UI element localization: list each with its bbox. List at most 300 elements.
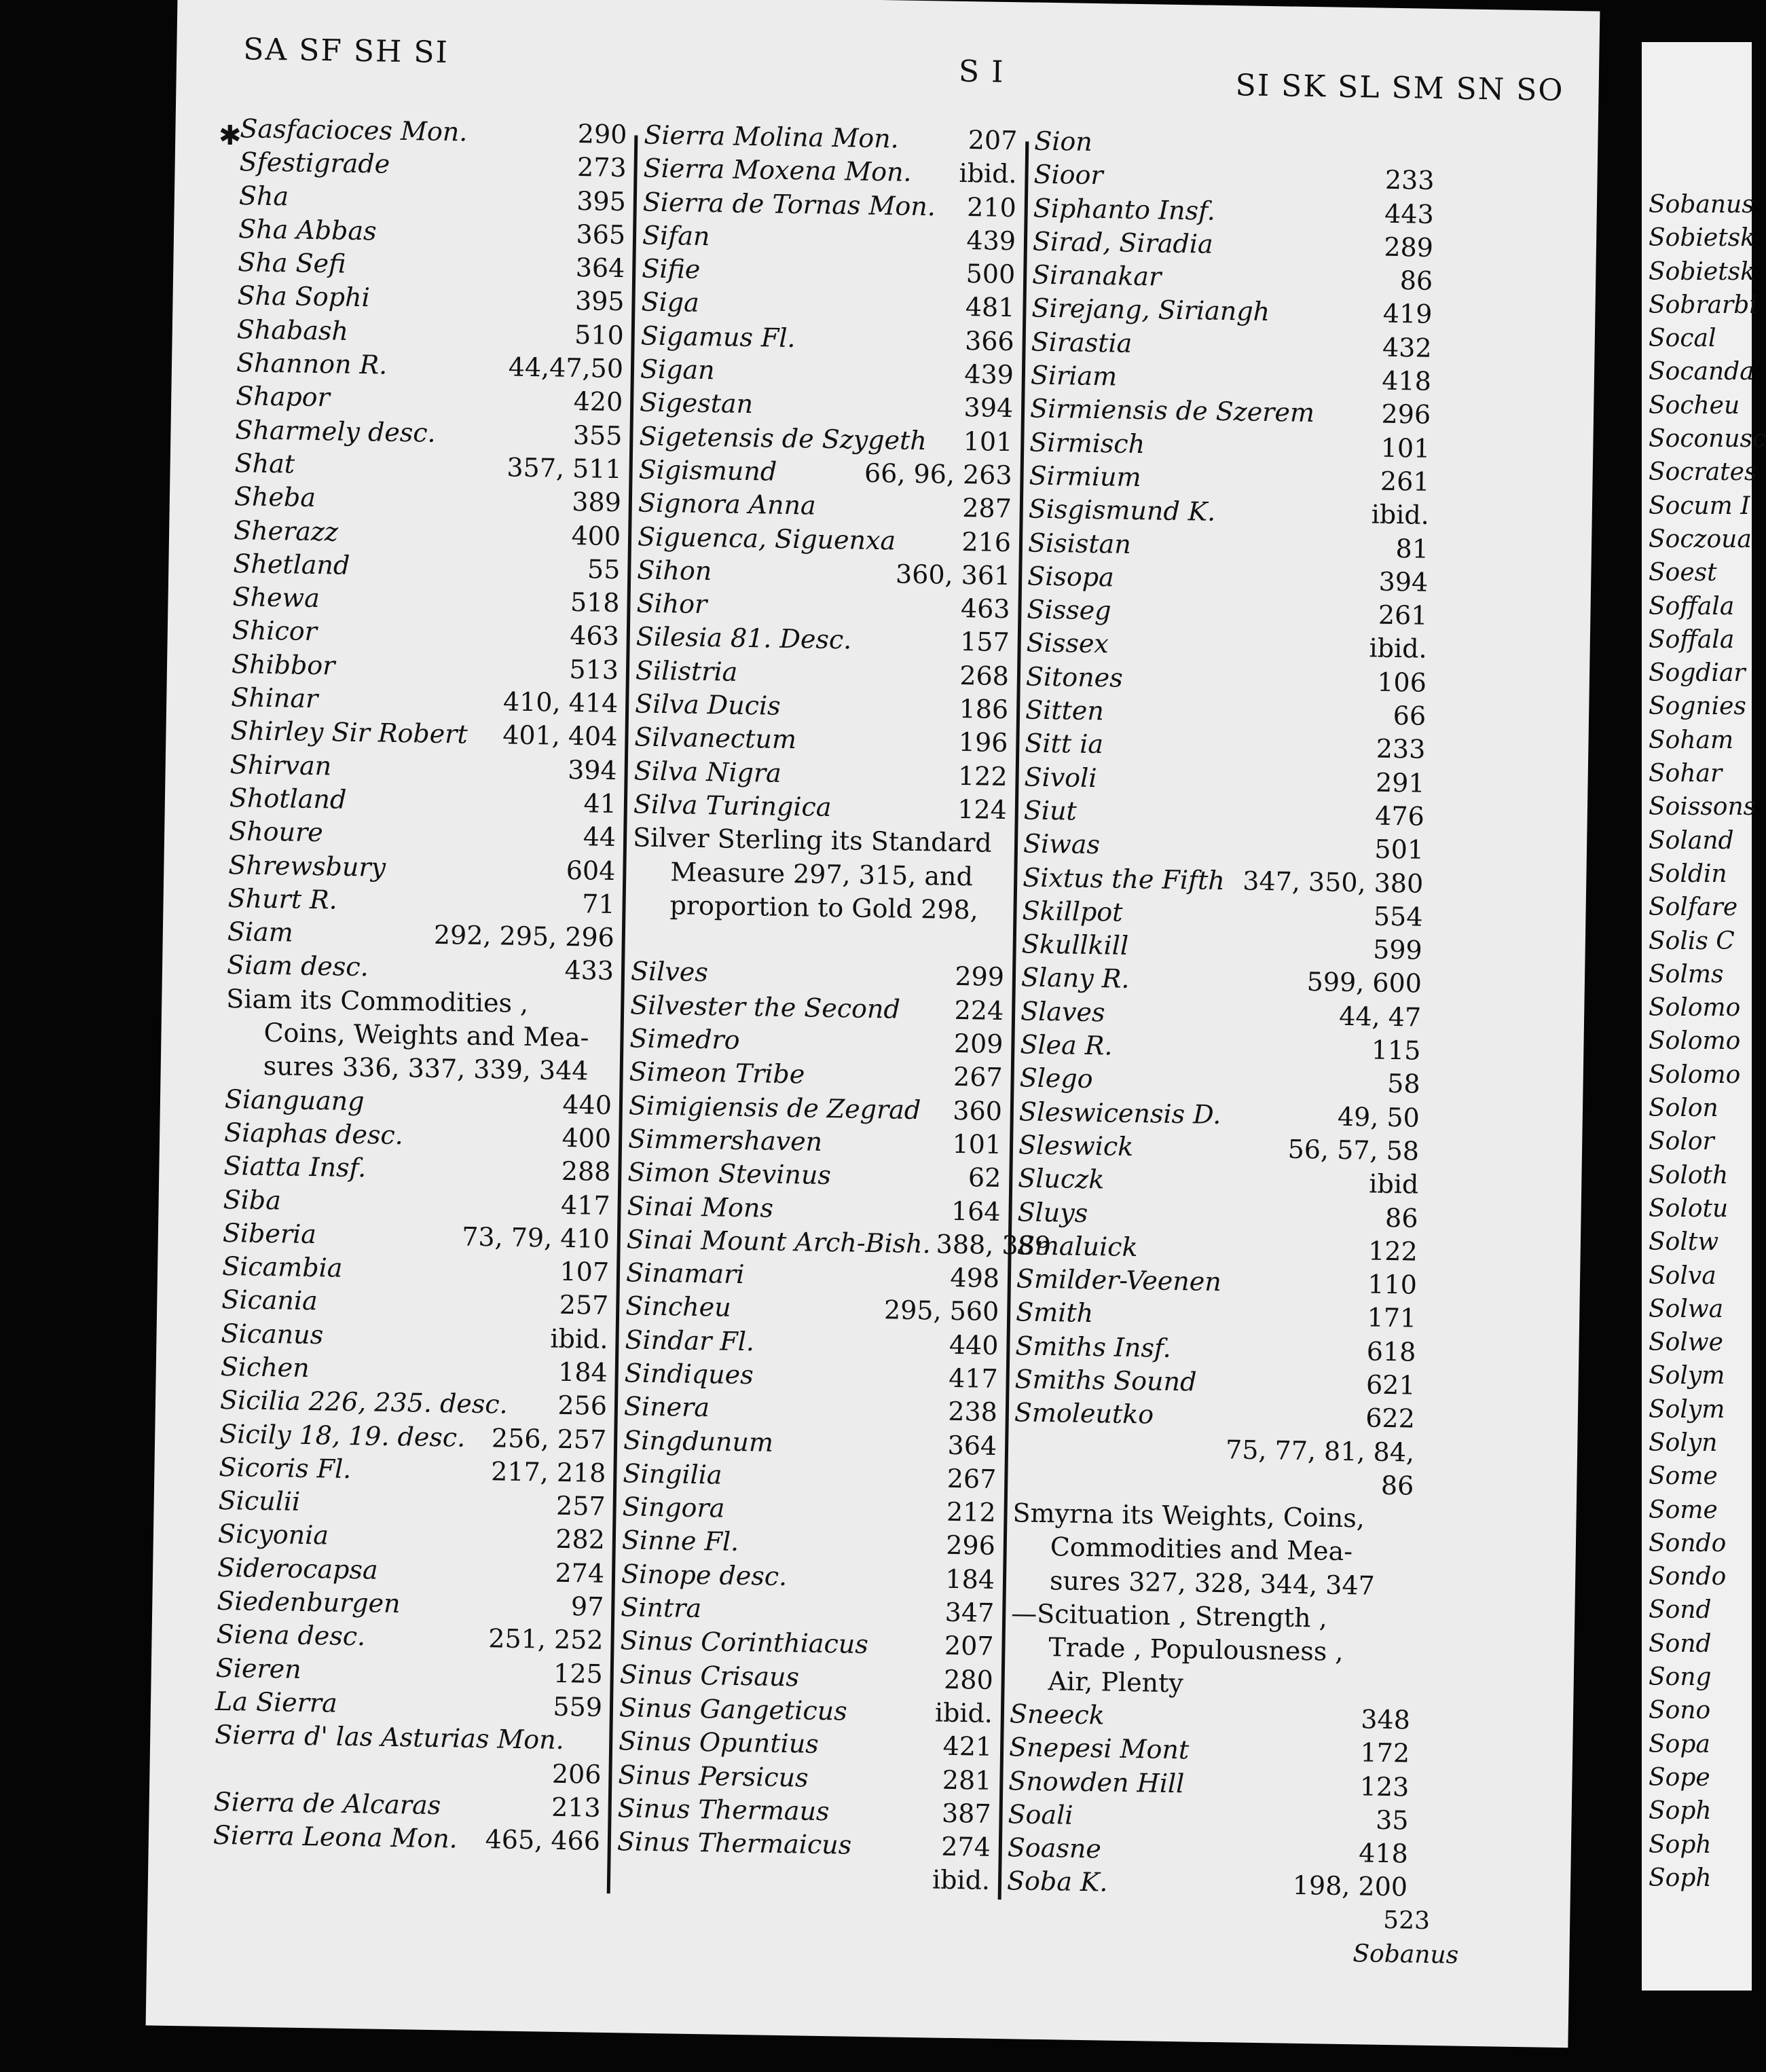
index-entry — [220, 1384, 608, 1423]
index-entry — [217, 1585, 604, 1624]
entry-pages: 207 — [968, 125, 1018, 156]
entry-pages: 75, 77, 81, 84, — [1225, 1434, 1415, 1468]
entry-pages: 498 — [950, 1262, 1000, 1294]
index-entry — [233, 547, 621, 587]
index-entry — [215, 1685, 603, 1724]
next-page-entry: Sono — [1649, 1697, 1711, 1725]
entry-term: Sisopa — [1027, 561, 1115, 593]
page-number: 523 — [1382, 1906, 1431, 1936]
index-entry — [231, 681, 619, 720]
entry-term: Commodities and Mea- — [1050, 1532, 1353, 1567]
index-entry — [634, 721, 1008, 760]
index-entry — [236, 313, 624, 352]
entry-term: Silistria — [635, 655, 738, 687]
index-entry — [620, 1625, 994, 1664]
entry-term: Siam its Commodities , — [225, 983, 529, 1018]
entry-term: Sirad, Siradia — [1032, 226, 1213, 259]
entry-term: Sharmely desc. — [235, 414, 437, 448]
asterisk-mark: ✱ — [219, 120, 242, 151]
index-entry — [217, 1551, 605, 1591]
index-page — [146, 0, 1600, 2048]
entry-term: Shewa — [232, 582, 320, 614]
index-entry — [229, 815, 617, 854]
entry-term: Simon Stevinus — [627, 1157, 832, 1191]
entry-term: Air, Plenty — [1048, 1665, 1184, 1698]
index-entry — [617, 1792, 991, 1831]
entry-term: Simigiensis de Zegrad — [628, 1090, 921, 1125]
entry-term: Silva Ducis — [634, 688, 781, 721]
index-entry — [628, 1122, 1002, 1162]
entry-term: Sirmium — [1029, 460, 1141, 493]
entry-pages: 217, 218 — [490, 1456, 606, 1488]
entry-term: Shapor — [235, 381, 331, 413]
entry-term: Skillpot — [1022, 895, 1123, 927]
index-entry — [636, 654, 1010, 693]
entry-pages: 184 — [945, 1564, 995, 1595]
entry-term: Simedro — [629, 1023, 740, 1055]
entry-term: Sleswick — [1018, 1130, 1134, 1162]
next-page-entry: Soissons — [1649, 793, 1756, 821]
entry-pages: 97 — [570, 1591, 604, 1622]
index-entry — [630, 988, 1004, 1028]
entry-term: La Sierra — [215, 1686, 338, 1718]
index-entry — [638, 520, 1012, 559]
entry-pages: 101 — [963, 426, 1013, 457]
entry-term: Sirmisch — [1029, 427, 1145, 459]
index-entry — [644, 119, 1018, 158]
index-entry — [636, 587, 1010, 627]
entry-pages: 621 — [1365, 1369, 1416, 1401]
entry-term: Siatta Insf. — [223, 1151, 367, 1183]
entry-pages: 618 — [1366, 1336, 1416, 1367]
index-entry — [631, 888, 1006, 927]
entry-term: Sluys — [1017, 1196, 1088, 1228]
entry-term: Sierra de Alcaras — [213, 1786, 441, 1820]
entry-term: Siena desc. — [216, 1619, 366, 1652]
next-page-entry: Some — [1649, 1496, 1718, 1524]
entry-pages: 364 — [575, 253, 625, 284]
entry-pages: 288 — [561, 1156, 611, 1187]
entry-pages: 463 — [960, 593, 1010, 625]
entry-pages: 58 — [1386, 1069, 1420, 1099]
entry-pages: ibid. — [1369, 633, 1427, 665]
index-entry — [215, 1718, 602, 1758]
entry-term: Siedenburgen — [217, 1585, 401, 1619]
entry-term: Siga — [641, 287, 700, 318]
entry-pages: 210 — [966, 191, 1017, 223]
entry-term: Sierra Leona Mon. — [213, 1820, 458, 1854]
entry-pages: ibid — [1368, 1168, 1419, 1200]
index-entry — [618, 1758, 992, 1798]
entry-pages: 417 — [948, 1363, 999, 1394]
entry-pages: 207 — [944, 1631, 994, 1662]
entry-term: Sindiques — [624, 1358, 754, 1390]
index-entry — [215, 1652, 603, 1691]
entry-pages: 420 — [573, 386, 623, 418]
entry-pages: 171 — [1367, 1302, 1417, 1334]
entry-pages: 213 — [551, 1792, 602, 1823]
entry-term: Sigismund — [638, 454, 777, 487]
entry-term: Sha Sophi — [237, 280, 371, 313]
entry-pages: 366 — [964, 325, 1015, 356]
entry-term: Siphanto Insf. — [1033, 193, 1216, 226]
entry-pages: 400 — [562, 1122, 612, 1153]
entry-term: Shirley Sir Robert — [230, 716, 468, 750]
next-page-entry: Soham — [1649, 726, 1734, 754]
entry-pages: 439 — [966, 225, 1016, 257]
next-page-entry: Sond — [1649, 1596, 1712, 1625]
entry-term: Sierra Molina Mon. — [644, 119, 900, 154]
index-entry — [619, 1725, 993, 1764]
entry-term: Sisistan — [1027, 528, 1132, 559]
index-entry — [213, 1786, 601, 1825]
next-page-entry: Soph — [1649, 1864, 1712, 1892]
entry-pages: 115 — [1371, 1035, 1421, 1066]
entry-pages: 394 — [1378, 566, 1429, 597]
index-entry — [637, 553, 1011, 593]
index-entry — [617, 1859, 991, 1898]
entry-term: Sinus Gangeticus — [619, 1692, 848, 1726]
entry-term: Slaves — [1020, 996, 1105, 1028]
entry-pages: 238 — [948, 1396, 998, 1428]
entry-term: Sierra Moxena Mon. — [643, 153, 912, 188]
entry-pages: 198, 200 — [1292, 1870, 1408, 1902]
entry-term: Coins, Weights and Mea- — [263, 1017, 589, 1053]
entry-term: Shicor — [232, 615, 318, 647]
index-entry — [617, 1825, 991, 1864]
entry-pages: 290 — [577, 119, 627, 150]
index-entry — [221, 1283, 609, 1322]
entry-pages: 107 — [559, 1256, 610, 1288]
index-entry — [1024, 760, 1425, 800]
index-entry — [621, 1557, 995, 1597]
entry-pages: 274 — [555, 1557, 605, 1589]
entry-term: Sha — [238, 180, 289, 211]
next-page-entry: Sohar — [1649, 760, 1723, 788]
index-entry — [627, 1156, 1001, 1196]
entry-pages: 282 — [555, 1524, 606, 1555]
entry-term: Siut — [1023, 795, 1078, 826]
entry-term: Sianguang — [224, 1084, 365, 1116]
entry-term: Sirejang, Siriangh — [1031, 293, 1270, 327]
entry-term: Sleswicensis D. — [1018, 1096, 1221, 1130]
index-column-3 — [1007, 125, 1435, 1905]
entry-pages: 347 — [944, 1597, 995, 1628]
entry-pages: 62 — [968, 1162, 1001, 1194]
entry-term: Sifie — [641, 253, 701, 285]
entry-term: Siranakar — [1031, 259, 1162, 292]
index-column-1 — [213, 112, 627, 1858]
entry-pages: 66, 96, 263 — [864, 458, 1012, 491]
index-entry — [239, 145, 627, 185]
entry-pages: 124 — [957, 794, 1008, 825]
entry-term: Sicyonia — [217, 1519, 329, 1551]
entry-pages: 281 — [942, 1764, 992, 1796]
entry-pages: 157 — [959, 627, 1010, 658]
index-entry — [633, 754, 1008, 794]
entry-pages: 295, 560 — [883, 1295, 999, 1327]
next-page-entry: Sobietsk — [1649, 224, 1755, 253]
catchword: Sobanus — [1353, 1940, 1459, 1969]
entry-pages: ibid. — [934, 1697, 993, 1728]
next-page-entry: Sobrarbi — [1649, 291, 1757, 319]
entry-term: Sheba — [234, 481, 316, 513]
index-entry — [227, 882, 615, 921]
entry-pages: 432 — [1382, 332, 1432, 363]
entry-term: Silvanectum — [634, 722, 797, 755]
index-entry — [619, 1691, 993, 1731]
entry-pages: 86 — [1399, 265, 1433, 297]
entry-pages: 44 — [583, 821, 617, 853]
index-entry — [221, 1317, 608, 1356]
entry-term: Slea R. — [1020, 1029, 1113, 1061]
next-page-entry: Soland — [1649, 826, 1734, 855]
entry-term: Sincheu — [625, 1291, 732, 1323]
entry-pages: 360, 361 — [895, 559, 1011, 591]
entry-term: Sicily 18, 19. desc. — [219, 1418, 466, 1453]
entry-pages: 296 — [1381, 399, 1431, 430]
index-entry — [216, 1618, 604, 1657]
entry-term: Sinamari — [625, 1257, 745, 1290]
entry-term: Sinus Opuntius — [618, 1726, 820, 1760]
index-entry — [629, 1056, 1003, 1095]
entry-term: Soasne — [1007, 1832, 1102, 1864]
entry-pages: 125 — [553, 1658, 604, 1689]
entry-term: Snepesi Mont — [1008, 1732, 1190, 1765]
entry-term: Sierra d' las Asturias Mon. — [214, 1720, 565, 1756]
index-entry — [631, 955, 1005, 995]
next-page-entry: Solomo — [1649, 1027, 1741, 1056]
index-entry — [623, 1424, 997, 1463]
entry-pages: 365 — [576, 219, 626, 251]
entry-term: Sinus Corinthiacus — [620, 1625, 869, 1660]
entry-pages: 251, 252 — [488, 1623, 604, 1656]
entry-term: Sinera — [623, 1391, 710, 1423]
entry-pages: 387 — [941, 1798, 991, 1829]
entry-pages: 394 — [567, 754, 618, 785]
entry-term: Shabash — [236, 314, 349, 346]
entry-term: Singdunum — [623, 1424, 774, 1458]
entry-pages: 273 — [576, 152, 627, 183]
entry-term: Siguenca, Siguenxa — [637, 521, 896, 556]
index-entry — [1007, 1865, 1408, 1905]
entry-term: Sigestan — [639, 387, 754, 420]
entry-term: Smiths Sound — [1014, 1364, 1197, 1397]
entry-pages: 500 — [965, 259, 1016, 290]
entry-term: Silvester the Second — [629, 990, 901, 1024]
entry-pages: 433 — [564, 955, 614, 986]
index-entry — [229, 781, 617, 821]
header-left: SA SF SH SI — [242, 32, 449, 71]
entry-term: Smilder-Veenen — [1016, 1263, 1222, 1297]
index-entry — [1014, 1396, 1416, 1437]
next-page-entry: Solor — [1649, 1128, 1714, 1156]
entry-pages: 347, 350, 380 — [1242, 866, 1424, 899]
entry-term: Sisgismund K. — [1028, 494, 1216, 528]
entry-term: Sirmiensis de Szerem — [1029, 393, 1315, 428]
entry-term: Sigamus Fl. — [640, 320, 796, 353]
entry-term: Sluczk — [1017, 1163, 1105, 1195]
entry-term: Simmershaven — [627, 1124, 823, 1157]
entry-pages: 395 — [576, 185, 627, 217]
entry-pages: 101 — [1380, 432, 1431, 464]
entry-pages: 501 — [1374, 834, 1424, 865]
next-page-entry: Solyn — [1649, 1428, 1718, 1457]
entry-pages: 395 — [574, 286, 625, 317]
next-page-entry: Sogdiar — [1649, 659, 1746, 688]
next-page-entry: Sopa — [1649, 1730, 1710, 1758]
entry-term: Simeon Tribe — [629, 1056, 805, 1090]
entry-term: Sinai Mount Arch-Bish. — [626, 1224, 932, 1259]
index-entry — [224, 1116, 612, 1155]
entry-term: Sicania — [221, 1284, 318, 1316]
index-entry — [621, 1591, 995, 1630]
entry-pages: 622 — [1365, 1403, 1416, 1434]
entry-term: Sisseg — [1027, 594, 1111, 626]
entry-term: Sihor — [636, 588, 707, 620]
index-entry — [624, 1390, 998, 1430]
entry-term: Sfestigrade — [239, 147, 390, 179]
next-page-entry: Soffala — [1649, 592, 1735, 621]
entry-pages: 292, 295, 296 — [433, 919, 615, 953]
index-entry — [638, 487, 1012, 526]
entry-term: Smyrna its Weights, Coins, — [1012, 1498, 1365, 1534]
entry-term: Sion — [1033, 126, 1093, 157]
next-page-entry: Socrates — [1649, 458, 1757, 487]
entry-term: Sirastia — [1031, 327, 1133, 358]
next-page-entry: Soph — [1649, 1797, 1712, 1826]
entry-term: Shrewsbury — [228, 849, 386, 883]
index-entry — [213, 1819, 601, 1858]
entry-pages: 559 — [553, 1691, 603, 1722]
index-entry — [642, 253, 1016, 292]
index-entry — [237, 280, 625, 319]
next-page-entry: Sobietsk — [1649, 257, 1755, 286]
entry-pages: 41 — [583, 788, 617, 819]
next-page-entry: Solwe — [1649, 1329, 1723, 1357]
next-page-entry: Solms — [1649, 960, 1724, 988]
entry-term: Sicanus — [221, 1318, 324, 1350]
entry-pages: 388, 389 — [936, 1229, 1052, 1261]
next-page-entry: Solis C — [1649, 927, 1735, 955]
index-entry — [640, 353, 1014, 392]
index-entry — [622, 1490, 996, 1530]
index-entry — [238, 246, 625, 285]
entry-term: Sinope desc. — [621, 1559, 788, 1591]
next-page-entry: Socal — [1649, 325, 1716, 353]
index-entry — [626, 1256, 1000, 1295]
entry-term: Silver Sterling its Standard — [632, 822, 993, 858]
entry-pages: 268 — [959, 660, 1010, 691]
entry-pages: 604 — [566, 855, 616, 886]
entry-term: Sicambia — [221, 1251, 343, 1283]
entry-term: Shoure — [228, 816, 324, 848]
next-page-entry: Solym — [1649, 1395, 1725, 1424]
index-entry — [238, 212, 626, 252]
entry-term: Shat — [234, 448, 295, 479]
index-entry — [236, 346, 624, 386]
entry-pages: 212 — [946, 1496, 996, 1528]
entry-pages: 299 — [955, 961, 1005, 993]
next-page-entry: Solomo — [1649, 994, 1741, 1022]
entry-pages: 463 — [569, 621, 620, 652]
entry-pages: 256, 257 — [491, 1422, 607, 1455]
index-entry — [619, 1658, 993, 1697]
entry-term: Siaphas desc. — [223, 1117, 404, 1151]
index-entry — [229, 748, 617, 788]
entry-term: Sicoris Fl. — [219, 1451, 352, 1484]
entry-pages: 73, 79, 410 — [461, 1221, 610, 1254]
index-entry — [234, 514, 621, 553]
entry-pages: 360 — [953, 1095, 1003, 1126]
entry-pages: 419 — [1382, 299, 1433, 330]
entry-term: Siwas — [1023, 828, 1101, 860]
index-entry — [235, 413, 623, 453]
index-entry — [639, 420, 1013, 459]
index-entry — [627, 1189, 1001, 1229]
next-page-entry: Sognies — [1649, 692, 1746, 721]
index-entry — [640, 319, 1014, 358]
index-entry — [220, 1350, 608, 1390]
entry-pages: ibid. — [959, 158, 1017, 189]
next-page-entry: Sope — [1649, 1763, 1710, 1792]
entry-pages: 110 — [1367, 1269, 1418, 1300]
index-entry — [222, 1250, 610, 1289]
entry-term: Sihon — [636, 555, 712, 587]
entry-term: Smiths Insf. — [1015, 1331, 1172, 1363]
entry-pages: 280 — [943, 1664, 994, 1695]
entry-pages: 400 — [571, 520, 621, 551]
entry-pages: 123 — [1359, 1771, 1410, 1802]
next-page-entry: Sondo — [1649, 1529, 1727, 1557]
index-entry — [643, 152, 1017, 191]
entry-term: Smith — [1015, 1297, 1094, 1329]
entry-pages: 66 — [1393, 701, 1427, 731]
entry-term: sures 327, 328, 344, 347 — [1049, 1565, 1376, 1601]
index-entry — [629, 1022, 1004, 1061]
entry-term: Soali — [1008, 1799, 1073, 1830]
next-page-entry: Solym — [1649, 1362, 1725, 1390]
next-page-entry: Soczoua — [1649, 525, 1752, 553]
entry-pages: ibid. — [1371, 499, 1430, 531]
index-entry — [623, 1457, 997, 1496]
index-entry — [223, 1183, 610, 1223]
index-entry — [225, 1083, 612, 1122]
index-entry — [225, 1049, 612, 1088]
entry-term: Sintra — [620, 1592, 702, 1624]
next-page-entry: Socum I — [1649, 492, 1750, 520]
entry-term: Sindar Fl. — [625, 1325, 755, 1357]
entry-pages: 71 — [581, 889, 615, 919]
entry-pages: 186 — [959, 693, 1009, 725]
entry-pages: 56, 57, 58 — [1287, 1134, 1420, 1166]
entry-pages: 440 — [949, 1329, 999, 1361]
index-entry — [230, 714, 618, 754]
entry-pages: 599 — [1372, 934, 1423, 965]
index-entry — [640, 386, 1014, 426]
entry-term: Slego — [1019, 1062, 1093, 1094]
entry-pages: 599, 600 — [1306, 967, 1422, 999]
next-page-entry: Sondo — [1649, 1563, 1727, 1591]
entry-term: Sinus Thermaicus — [617, 1826, 852, 1860]
next-page-entry: Solwa — [1649, 1295, 1724, 1323]
entry-term: Sissex — [1026, 627, 1109, 659]
entry-term: Sinus Thermaus — [617, 1793, 830, 1826]
entry-term: Signora Anna — [638, 487, 817, 521]
entry-pages: 224 — [954, 995, 1004, 1026]
index-entry — [227, 948, 614, 988]
entry-term: Slany R. — [1020, 962, 1130, 995]
